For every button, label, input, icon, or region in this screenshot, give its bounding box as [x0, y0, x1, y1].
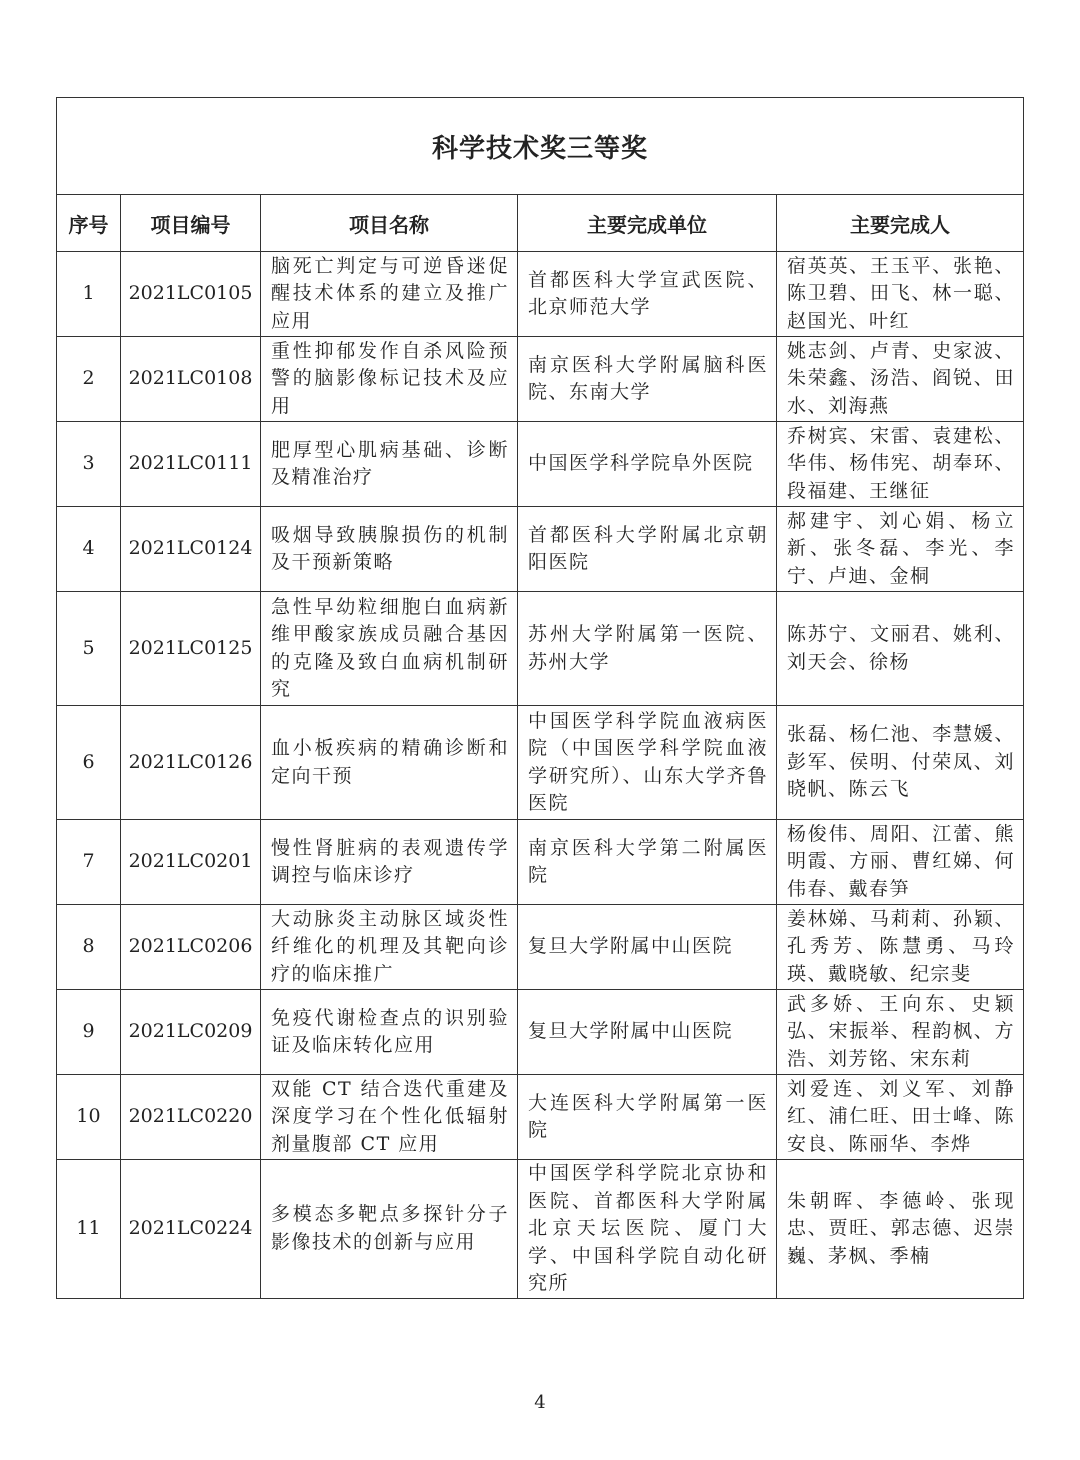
cell-code: 2021LC0124: [121, 507, 261, 592]
cell-code: 2021LC0206: [121, 905, 261, 990]
table-row: [57, 422, 1024, 507]
table-row: [57, 990, 1024, 1075]
cell-unit: 首都医科大学宣武医院、北京师范大学: [518, 252, 777, 337]
cell-unit: 南京医科大学第二附属医院: [518, 820, 777, 905]
cell-no: 7: [57, 820, 121, 905]
cell-no: 8: [57, 905, 121, 990]
table-row: [57, 820, 1024, 905]
cell-no: 5: [57, 592, 121, 706]
cell-name: 吸烟导致胰腺损伤的机制及干预新策略: [261, 507, 518, 592]
cell-no: 6: [57, 706, 121, 820]
cell-unit: 南京医科大学附属脑科医院、东南大学: [518, 337, 777, 422]
table-title: 科学技术奖三等奖: [57, 98, 1024, 195]
cell-code: 2021LC0125: [121, 592, 261, 706]
cell-unit: 复旦大学附属中山医院: [518, 905, 777, 990]
cell-name: 急性早幼粒细胞白血病新维甲酸家族成员融合基因的克隆及致白血病机制研究: [261, 592, 518, 706]
cell-people: 郝建宇、刘心娟、杨立新、张冬磊、李光、李宁、卢迪、金桐: [777, 507, 1024, 592]
table-row: [57, 592, 1024, 706]
cell-people: 乔树宾、宋雷、袁建松、华伟、杨伟宪、胡奉环、段福建、王继征: [777, 422, 1024, 507]
page-number: 4: [534, 1392, 546, 1413]
cell-code: 2021LC0209: [121, 990, 261, 1075]
header-no: 序号: [57, 195, 121, 252]
cell-code: 2021LC0220: [121, 1075, 261, 1160]
cell-name: 大动脉炎主动脉区域炎性纤维化的机理及其靶向诊疗的临床推广: [261, 905, 518, 990]
cell-unit: 大连医科大学附属第一医院: [518, 1075, 777, 1160]
cell-no: 1: [57, 252, 121, 337]
cell-no: 2: [57, 337, 121, 422]
table-row: [57, 507, 1024, 592]
cell-unit: 中国医学科学院阜外医院: [518, 422, 777, 507]
cell-unit: 中国医学科学院北京协和医院、首都医科大学附属北京天坛医院、厦门大学、中国科学院自动化研究所: [518, 1160, 777, 1299]
cell-no: 10: [57, 1075, 121, 1160]
table-row: [57, 905, 1024, 990]
cell-code: 2021LC0224: [121, 1160, 261, 1299]
cell-people: 张磊、杨仁池、李慧媛、彭军、侯明、付荣凤、刘晓帆、陈云飞: [777, 706, 1024, 820]
header-code: 项目编号: [121, 195, 261, 252]
cell-people: 朱朝晖、李德岭、张现忠、贾旺、郭志德、迟崇巍、茅枫、季楠: [777, 1160, 1024, 1299]
cell-no: 11: [57, 1160, 121, 1299]
cell-people: 宿英英、王玉平、张艳、陈卫碧、田飞、林一聪、赵国光、叶红: [777, 252, 1024, 337]
table-row: [57, 706, 1024, 820]
cell-name: 多模态多靶点多探针分子影像技术的创新与应用: [261, 1160, 518, 1299]
cell-unit: 复旦大学附属中山医院: [518, 990, 777, 1075]
cell-code: 2021LC0201: [121, 820, 261, 905]
cell-people: 陈苏宁、文丽君、姚利、刘天会、徐杨: [777, 592, 1024, 706]
header-name: 项目名称: [261, 195, 518, 252]
cell-no: 4: [57, 507, 121, 592]
table-row: [57, 252, 1024, 337]
cell-name: 脑死亡判定与可逆昏迷促醒技术体系的建立及推广应用: [261, 252, 518, 337]
cell-people: 姚志剑、卢青、史家波、朱荣鑫、汤浩、阎锐、田水、刘海燕: [777, 337, 1024, 422]
cell-people: 杨俊伟、周阳、江蕾、熊明霞、方丽、曹红娣、何伟春、戴春笋: [777, 820, 1024, 905]
cell-name: 血小板疾病的精确诊断和定向干预: [261, 706, 518, 820]
cell-unit: 中国医学科学院血液病医院（中国医学科学院血液学研究所）、山东大学齐鲁医院: [518, 706, 777, 820]
cell-no: 3: [57, 422, 121, 507]
cell-name: 重性抑郁发作自杀风险预警的脑影像标记技术及应用: [261, 337, 518, 422]
cell-name: 双能 CT 结合迭代重建及深度学习在个性化低辐射剂量腹部 CT 应用: [261, 1075, 518, 1160]
cell-name: 肥厚型心肌病基础、诊断及精准治疗: [261, 422, 518, 507]
cell-name: 免疫代谢检查点的识别验证及临床转化应用: [261, 990, 518, 1075]
cell-no: 9: [57, 990, 121, 1075]
cell-name: 慢性肾脏病的表观遗传学调控与临床诊疗: [261, 820, 518, 905]
cell-people: 姜林娣、马莉莉、孙颖、孔秀芳、陈慧勇、马玲瑛、戴晓敏、纪宗斐: [777, 905, 1024, 990]
table-row: [57, 1075, 1024, 1160]
cell-people: 武多娇、王向东、史颖弘、宋振举、程韵枫、方浩、刘芳铭、宋东莉: [777, 990, 1024, 1075]
cell-code: 2021LC0105: [121, 252, 261, 337]
cell-unit: 苏州大学附属第一医院、苏州大学: [518, 592, 777, 706]
table-row: [57, 337, 1024, 422]
header-row: [57, 195, 1024, 252]
cell-people: 刘爱连、刘义军、刘静红、浦仁旺、田士峰、陈安良、陈丽华、李烨: [777, 1075, 1024, 1160]
header-people: 主要完成人: [777, 195, 1024, 252]
cell-code: 2021LC0111: [121, 422, 261, 507]
award-table: [56, 97, 1024, 1299]
cell-code: 2021LC0108: [121, 337, 261, 422]
cell-unit: 首都医科大学附属北京朝阳医院: [518, 507, 777, 592]
header-unit: 主要完成单位: [518, 195, 777, 252]
table-row: [57, 1160, 1024, 1299]
cell-code: 2021LC0126: [121, 706, 261, 820]
